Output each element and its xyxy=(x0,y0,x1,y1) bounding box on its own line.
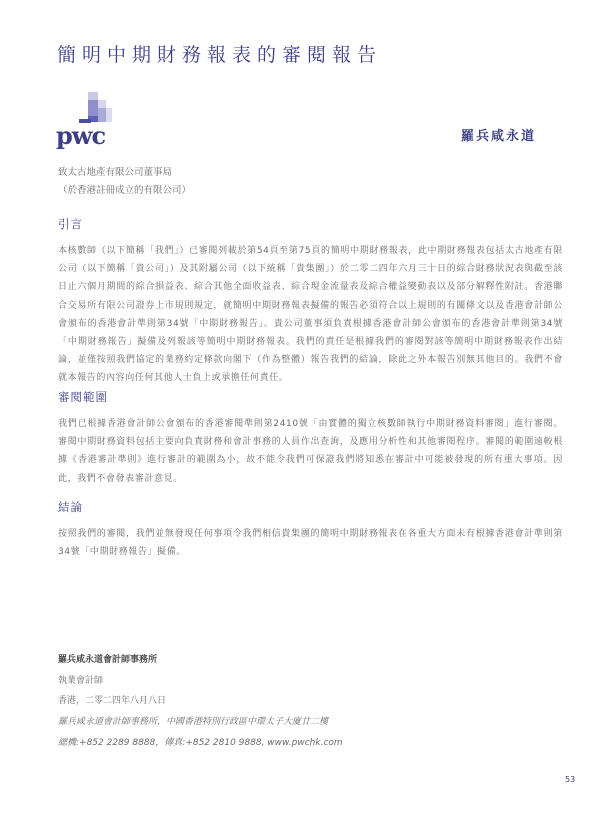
addressee xyxy=(58,164,191,200)
pwc-logo-icon xyxy=(56,92,116,152)
page-title: 簡明中期財務報表的審閱報告 xyxy=(57,44,383,66)
footer-contact: 總機:+852 2289 8888，傳真:+852 2810 9888, www.pwchk.com xyxy=(58,737,343,748)
addressee-line-1: 致太古地產有限公司董事局 xyxy=(58,167,173,178)
footer-address: 羅兵咸永道會計師事務所，中國香港特別行政區中環太子大廈廿二樓 xyxy=(58,717,329,727)
section-heading: 引言 xyxy=(58,217,83,231)
signature-role: 執業會計師 xyxy=(58,675,104,686)
pwc-logo xyxy=(56,92,116,152)
signature-firm: 羅兵咸永道會計師事務所 xyxy=(58,655,158,665)
page-number: 53 xyxy=(565,775,576,784)
svg-text:pwc: pwc xyxy=(56,121,106,150)
section-body: 本核數師（以下簡稱「我們」）已審閱列載於第54頁至第75頁的簡明中期財務報表，此中期財務報表包括太古地產有限公司（以下簡稱「貴公司」）及其附屬公司（以下統稱「貴集團」）於二零二四年六月三十日的綜合財務狀況表與截至該日止六個月期間的綜合損益表、綜合其他全面收益表、綜合現金流量表及綜合權益變動表以及部分解釋性附註。香港聯合交易所有限公司證券上市規則規定，就簡明中期財務報表擬備的報告必須符合以上規則的有關條文以及香港會計師公會頒布的香港會計準則第34號「中期財務報告」。貴公司董事須負責根據香港會計師公會頒布的香港會計準則第34號「中期財務報告」擬備及列報該等簡明中期財務報表。我們的責任是根據我們的審閱對該等簡明中期財務報表作出結論，並僅按照我們協定的業務約定條款向閣下（作為整體）報告我們的結論，除此之外本報告別無其他目的。我們不會就本報告的內容向任何其他人士負上或承擔任何責任。 xyxy=(58,246,563,384)
signature-date: 香港，二零二四年八月八日 xyxy=(58,696,167,706)
section-heading: 審閱範圍 xyxy=(58,390,108,404)
section-scope xyxy=(58,389,563,488)
section-introduction xyxy=(58,216,563,388)
addressee-line-2: （於香港註冊成立的有限公司） xyxy=(58,185,192,196)
firm-name-cn: 羅兵咸永道 xyxy=(460,129,536,144)
section-body: 按照我們的審閱，我們並無發現任何事項令我們相信貴集團的簡明中期財務報表在各重大方面未有根據香港會計準則第34號「中期財務報告」擬備。 xyxy=(58,529,563,558)
section-body: 我們已根據香港會計師公會頒布的香港審閱準則第2410號「由實體的獨立核數師執行中期財務資料審閱」進行審閱。審閱中期財務資料包括主要向負責財務和會計事務的人員作出查詢，及應用分析性和其他審閱程序。審閱的範圍遠較根據《香港審計準則》進行審計的範圍為小，故不能令我們可保證我們將知悉在審計中可能被發現的所有重大事項。因此，我們不會發表審計意見。 xyxy=(58,419,563,484)
signature-block xyxy=(58,650,166,712)
footer xyxy=(58,712,343,753)
section-heading: 結論 xyxy=(58,500,83,514)
section-conclusion xyxy=(58,499,563,561)
